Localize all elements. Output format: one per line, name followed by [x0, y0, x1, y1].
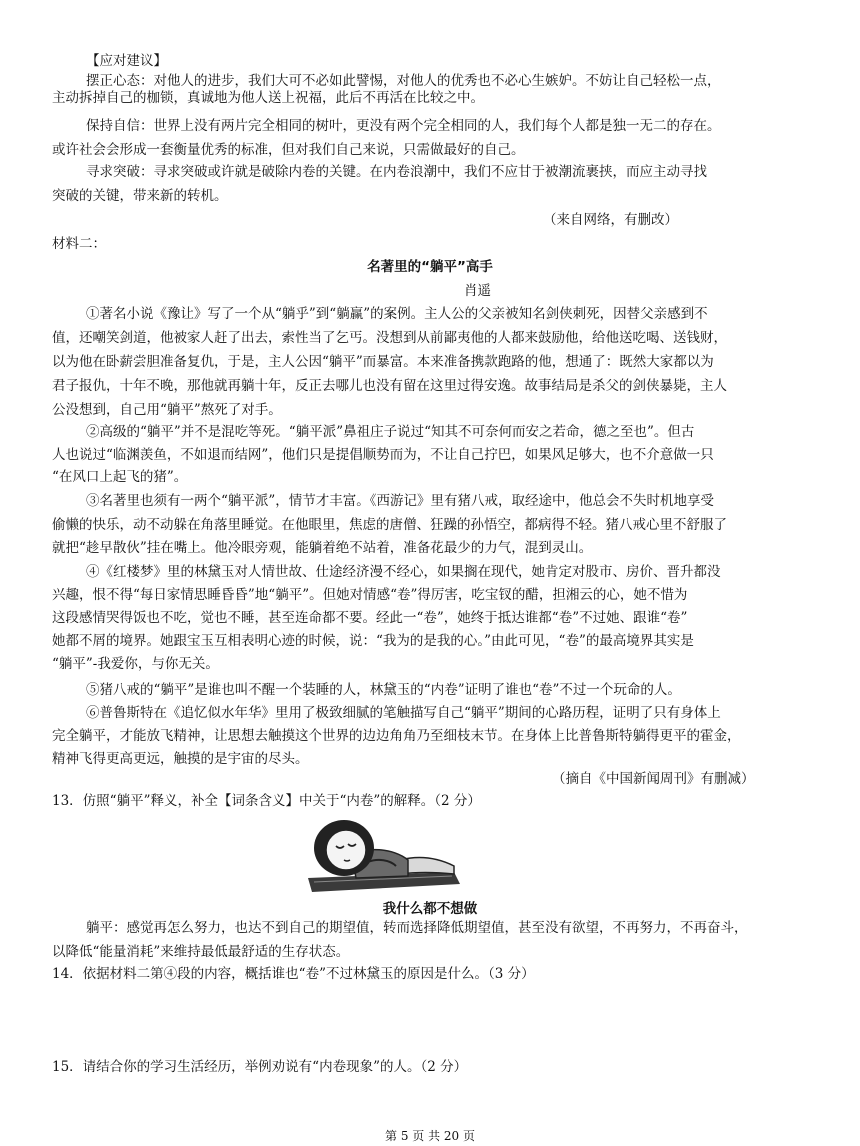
advice-3-line-2: 突破的关键，带来新的转机。 [52, 188, 228, 204]
m2-p6-line-2: 完全躺平，才能放飞精神，让思想去触摸这个世界的边边角角乃至细枝末节。在身体上比普鲁斯特躺得更平的霍金， [52, 728, 741, 744]
lying-girl-illustration [304, 812, 464, 896]
m2-p2-line-1: ②高级的“躺平”并不是混吃等死。“躺平派”鼻祖庄子说过“知其不可奈何而安之若命，德之至也”。但古 [86, 424, 695, 440]
m2-p1-line-5: 公没想到，自己用“躺平”熬死了对手。 [52, 402, 282, 418]
m2-p6-line-1: ⑥普鲁斯特在《追忆似水年华》里用了极致细腻的笔触描写自己“躺平”期间的心路历程，证明了只有身体上 [86, 705, 721, 721]
material-2-title: 名著里的“躺平”高手 [367, 259, 493, 275]
m2-p3-line-1: ③名著里也须有一两个“躺平派”，情节才丰富。《西游记》里有猪八戒，取经途中，他总会不失时机地享受 [86, 493, 715, 509]
material-2-source: （摘自《中国新闻周刊》有删减） [552, 771, 755, 787]
m2-p4-line-1: ④《红楼梦》里的林黛玉对人情世故、仕途经济漫不经心，如果搁在现代，她肯定对股市、房价、晋升都没 [86, 564, 721, 580]
m2-p4-line-5: “躺平”-我爱你，与你无关。 [52, 656, 219, 672]
page-footer: 第 5 页 共 20 页 [385, 1129, 475, 1143]
question-14: 14．依据材料二第④段的内容，概括谁也“卷”不过林黛玉的原因是什么。（3 分） [52, 966, 535, 982]
m2-p4-line-4: 她都不屑的境界。她跟宝玉互相表明心迹的时候，说：“我为的是我的心。”由此可见，“卷”的最高境界其实是 [52, 633, 694, 649]
m2-p5: ⑤猪八戒的“躺平”是谁也叫不醒一个装睡的人，林黛玉的“内卷”证明了谁也“卷”不过一个玩命的人。 [86, 682, 681, 698]
advice-2-line-1: 保持自信：世界上没有两片完全相同的树叶，更没有两个完全相同的人，我们每个人都是独一无二的存在。 [86, 118, 721, 134]
material-2-author: 肖遥 [464, 283, 491, 299]
m2-p1-line-3: 以为他在卧薪尝胆准备复仇，于是，主人公因“躺平”而暴富。本来准备携款跑路的他，想通了：既然大家都以为 [52, 354, 714, 370]
advice-1-line-2: 主动拆掉自己的枷锁，真诚地为他人送上祝福，此后不再活在比较之中。 [52, 90, 484, 106]
definition-line-2: 以降低“能量消耗”来维持最低最舒适的生存状态。 [52, 944, 350, 960]
face-shape [326, 830, 366, 870]
material-2-label: 材料二： [52, 236, 106, 252]
m2-p2-line-3: “在风口上起飞的猪”。 [52, 469, 188, 485]
m2-p3-line-3: 就把“趁早散伙”挂在嘴上。他冷眼旁观，能躺着绝不站着，准备花最少的力气，混到灵山。 [52, 540, 593, 556]
m2-p1-line-1: ①著名小说《豫让》写了一个从“躺乎”到“躺赢”的案例。主人公的父亲被知名剑侠刺死，因替父亲感到不 [86, 306, 708, 322]
m2-p2-line-2: 人也说过“临渊羡鱼，不如退而结网”，他们只是提倡顺势而为，不让自己拧巴，如果风足够大，也不介意做一只 [52, 447, 714, 463]
advice-3-line-1: 寻求突破：寻求突破或许就是破除内卷的关键。在内卷浪潮中，我们不应甘于被潮流裹挟，而应主动寻找 [86, 164, 707, 180]
m2-p1-line-4: 君子报仇，十年不晚，那他就再躺十年，反正去哪儿也没有留在这里过得安逸。故事结局是杀父的剑侠暴毙，主人 [52, 378, 727, 394]
section-heading: 【应对建议】 [86, 53, 167, 69]
question-13: 13．仿照“躺平”释义，补全【词条含义】中关于“内卷”的解释。（2 分） [52, 793, 481, 809]
advice-1-line-1: 摆正心态：对他人的进步，我们大可不必如此譬惕，对他人的优秀也不必心生嫉妒。不妨让自己轻松一点， [86, 73, 721, 89]
advice-source: （来自网络，有删改） [543, 212, 678, 228]
m2-p1-line-2: 值，还嘲笑剑道，他被家人赶了出去，索性当了乞丐。没想到从前鄙夷他的人都来鼓励他，给他送吃喝、送钱财， [52, 330, 727, 346]
question-15: 15．请结合你的学习生活经历，举例劝说有“内卷现象”的人。（2 分） [52, 1059, 468, 1075]
advice-2-line-2: 或许社会会形成一套衡量优秀的标准，但对我们自己来说，只需做最好的自己。 [52, 142, 525, 158]
m2-p4-line-2: 兴趣，恨不得“每日家情思睡昏昏”地“躺平”。但她对情感“卷”得厉害，吃宝钗的醋，担湘云的心，她不惜为 [52, 587, 688, 603]
definition-line-1: 躺平：感觉再怎么努力，也达不到自己的期望值，转而选择降低期望值，甚至没有欲望，不再努力，不再奋斗， [86, 920, 748, 936]
illustration-caption: 我什么都不想做 [382, 901, 478, 917]
m2-p4-line-3: 这段感情哭得饭也不吃，觉也不睡，甚至连命都不要。经此一“卷”，她终于抵达谁都“卷”不过她、跟谁“卷” [52, 610, 688, 626]
m2-p3-line-2: 偷懒的快乐，动不动躲在角落里睡觉。在他眼里，焦虑的唐僧、狂躁的孙悟空，都病得不轻。猪八戒心里不舒服了 [52, 517, 727, 533]
m2-p6-line-3: 精神飞得更高更远，触摸的是宇宙的尽头。 [52, 751, 309, 767]
